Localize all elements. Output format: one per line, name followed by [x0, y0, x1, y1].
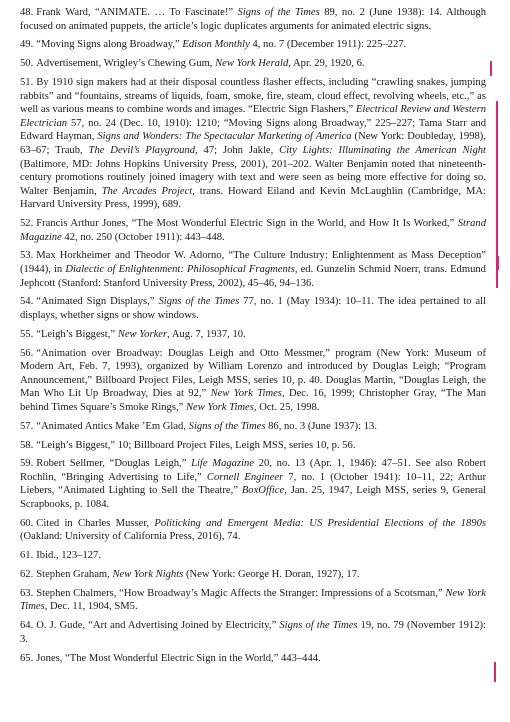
endnote-text: , Dec. 11, 1904, SM5. — [44, 601, 138, 613]
endnote-number: 55. — [20, 328, 34, 340]
endnote-51 — [20, 76, 486, 212]
endnote-61 — [20, 549, 486, 563]
endnote-text: 4, no. 7 (December 1911): 225–227. — [249, 39, 407, 51]
endnote-title-italic: The Devil’s Playground — [88, 144, 196, 156]
endnote-text: , Apr. 29, 1920, 6. — [288, 58, 365, 70]
endnote-number: 48. — [20, 7, 34, 18]
endnote-53 — [20, 249, 486, 290]
endnote-title-italic: Electrical Review and Western Electrician — [20, 104, 486, 129]
endnote-number: 59. — [20, 458, 34, 470]
endnote-55 — [20, 328, 486, 342]
endnote-number: 57. — [20, 420, 34, 432]
endnote-text: Max Horkheimer and Theodor W. Adorno, “The Culture Industry: Enlightenment as Mass Deception” (1944), in — [20, 250, 486, 276]
endnote-text: Francis Arthur Jones, “The Most Wonderful Electric Sign in the World, and How It Is Worked,” — [36, 218, 458, 230]
endnote-64 — [20, 619, 486, 646]
endnote-text: Advertisement, Wrigley’s Chewing Gum, — [36, 58, 216, 70]
endnote-text: (New York: George H. Doran, 1927), 17. — [183, 569, 360, 580]
endnote-text: 86, no. 3 (June 1937): 13. — [265, 420, 377, 432]
endnote-number: 56. — [20, 347, 34, 359]
endnote-title-italic: The Arcades Project — [101, 185, 193, 197]
endnote-text: “Moving Signs along Broadway,” — [36, 39, 183, 51]
endnote-text: “Animation over Broadway: Douglas Leigh and Otto Messmer,” program (New York: Museum of Modern Art, Feb. 7, 1993), organized by William Lorenzo and introduced by Douglas Leigh; “Program Announcement,” Billboard Project Files, Leigh MSS, series 10, p. 40. Douglas Martin, “Douglas Leigh, the Man Who Lit Up Broadway, Dies at 92,” — [20, 347, 486, 400]
margin-marker — [490, 61, 492, 76]
endnote-number: 54. — [20, 296, 34, 308]
endnote-title-italic: New Yorker — [117, 328, 168, 340]
endnote-title-italic: Signs of the Times — [158, 296, 240, 308]
endnote-title-italic: New York Times — [185, 401, 254, 413]
endnote-text: Robert Sellmer, “Douglas Leigh,” — [36, 458, 192, 470]
endnote-number: 52. — [20, 218, 34, 230]
endnote-text: , ed. Gunzelin Schmid Noerr, trans. Edmund Jephcott (Stanford: Stanford University Press, 2002), 45–46, 94–136. — [20, 264, 486, 289]
endnote-text: “Leigh’s Biggest,” — [36, 328, 118, 340]
endnote-title-italic: New York Herald — [215, 58, 289, 70]
endnote-text: (Baltimore, MD: Johns Hopkins University Press, 2001), 201–202. Walter Benjamin noted that nineteenth-century promotions routinely joined imagery with text and were seen as being more effective for doing so. Walter Benjamin, — [20, 158, 486, 197]
endnote-title-italic: Life Magazine — [191, 458, 255, 470]
endnote-text: , Oct. 25, 1998. — [253, 401, 320, 413]
endnote-50 — [20, 57, 486, 71]
endnote-text: 57, no. 24 (Dec. 10, 1910): 1210; “Moving Signs along Broadway,” 225–227; Tama Starr and Edward Hayman, — [20, 117, 486, 143]
endnote-text: “Leigh’s Biggest,” 10; Billboard Project Files, Leigh MSS, series 10, p. 56. — [36, 439, 356, 451]
endnote-number: 63. — [20, 587, 34, 599]
endnote-title-italic: Signs of the Times — [237, 7, 320, 18]
endnote-56 — [20, 347, 486, 415]
endnote-text: 77, no. 1 (May 1934): 10–11. The idea pertained to all displays, whether signs or show windows. — [20, 296, 487, 321]
endnote-title-italic: BoxOffice — [241, 485, 285, 497]
endnote-title-italic: Signs of the Times — [188, 420, 266, 432]
endnote-text: Frank Ward, “ANIMATE. … To Fascinate!” — [36, 7, 238, 18]
endnote-text: , Dec. 16, 1999; Christopher Gray, “The Man behind Times Square’s Smoke Rings,” — [20, 388, 486, 413]
endnote-number: 65. — [20, 652, 34, 664]
endnote-62 — [20, 568, 486, 582]
endnote-number: 61. — [20, 550, 34, 562]
endnote-number: 53. — [20, 250, 34, 262]
endnote-text: Stephen Graham, — [36, 569, 113, 580]
endnote-text: By 1910 sign makers had at their disposal countless flasher effects, including “crawling snakes, jumping rabbits” and “fountains, streams of liquids, foam, smoke, fire, steam, cloud effect, revolving wheels, etc.,” as well as various means to combine words and images. “Electric Sign Flashers,” — [20, 76, 486, 116]
endnote-text: “Animated Antics Make ’Em Glad, — [36, 420, 189, 432]
endnote-52 — [20, 217, 486, 244]
endnote-text: Cited in Charles Musser, — [36, 517, 155, 529]
endnote-number: 64. — [20, 620, 34, 632]
endnote-number: 49. — [20, 39, 34, 51]
endnote-number: 62. — [20, 569, 34, 580]
endnote-58 — [20, 439, 486, 453]
endnote-title-italic: Strand Magazine — [20, 218, 486, 243]
endnote-number: 60. — [20, 517, 34, 529]
margin-marker — [496, 256, 498, 288]
endnote-text: O. J. Gude, “Art and Advertising Joined by Electricity,” — [36, 620, 280, 632]
margin-marker — [496, 101, 498, 287]
endnote-48 — [20, 6, 486, 33]
endnote-text: 42, no. 250 (October 1911): 443–448. — [61, 231, 225, 243]
endnote-title-italic: New York Times — [210, 388, 282, 400]
endnote-text: , trans. Howard Eiland and Kevin McLaughlin (Cambridge, MA: Harvard University Press, 1999), 689. — [20, 185, 486, 211]
endnote-title-italic: Signs and Wonders: The Spectacular Marketing of America — [97, 131, 352, 143]
endnote-text: Jones, “The Most Wonderful Electric Sign in the World,” 443–444. — [36, 652, 321, 664]
endnote-60 — [20, 517, 486, 544]
endnote-text: “Animated Sign Displays,” — [36, 296, 159, 308]
endnote-number: 58. — [20, 439, 34, 451]
endnote-49 — [20, 38, 486, 52]
endnote-text: 7, no. 1 (October 1941): 10–11, 22; Arthur Liebers, “Animated Lighting to Sell the Theatre,” — [20, 471, 486, 497]
endnote-title-italic: Politicking and Emergent Media: US Presidential Elections of the 1890s — [154, 517, 486, 529]
endnote-title-italic: New York Nights — [112, 569, 184, 580]
endnote-54 — [20, 295, 486, 322]
endnote-text: (New York: Doubleday, 1998), 63–67; Traub, — [20, 131, 486, 156]
endnote-title-italic: Signs of the Times — [279, 620, 358, 632]
endnote-title-italic: New York Times — [20, 587, 486, 613]
endnote-number: 51. — [20, 76, 34, 88]
endnote-text: , Jan. 25, 1947, Leigh MSS, series 9, General Scrapbooks, p. 1084. — [20, 485, 486, 511]
endnote-title-italic: Edison Monthly — [182, 39, 250, 51]
endnote-text: , Aug. 7, 1937, 10. — [167, 328, 246, 340]
endnote-57 — [20, 420, 486, 434]
endnote-number: 50. — [20, 58, 34, 70]
endnote-text: Ibid., 123–127. — [36, 550, 101, 562]
endnote-title-italic: Cornell Engineer — [206, 471, 284, 483]
endnote-text: Stephen Chalmers, “How Broadway’s Magic Affects the Stranger: Impressions of a Scotsman,” — [36, 587, 446, 599]
endnote-text: (Oakland: University of California Press, 2016), 74. — [20, 531, 241, 543]
margin-marker — [497, 256, 499, 270]
endnote-title-italic: City Lights: Illuminating the American Night — [279, 144, 486, 156]
endnote-text: 20, no. 13 (Apr. 1, 1946): 47–51. See also Robert Rochlin, “Bringing Advertising to Life,” — [20, 458, 486, 483]
endnote-65 — [20, 652, 486, 666]
endnote-text: 19, no. 79 (November 1912): 3. — [20, 620, 486, 645]
endnote-text: 89, no. 2 (June 1938): 14. Although focused on animated puppets, the article’s logic duplicates arguments for animated electric signs. — [20, 7, 487, 32]
endnote-title-italic: Dialectic of Enlightenment: Philosophical Fragments — [65, 264, 295, 276]
endnote-63 — [20, 587, 486, 614]
endnote-text: , 47; John Jakle, — [195, 144, 280, 156]
endnote-59 — [20, 457, 486, 511]
endnotes-list — [20, 6, 486, 670]
margin-marker — [494, 662, 496, 682]
